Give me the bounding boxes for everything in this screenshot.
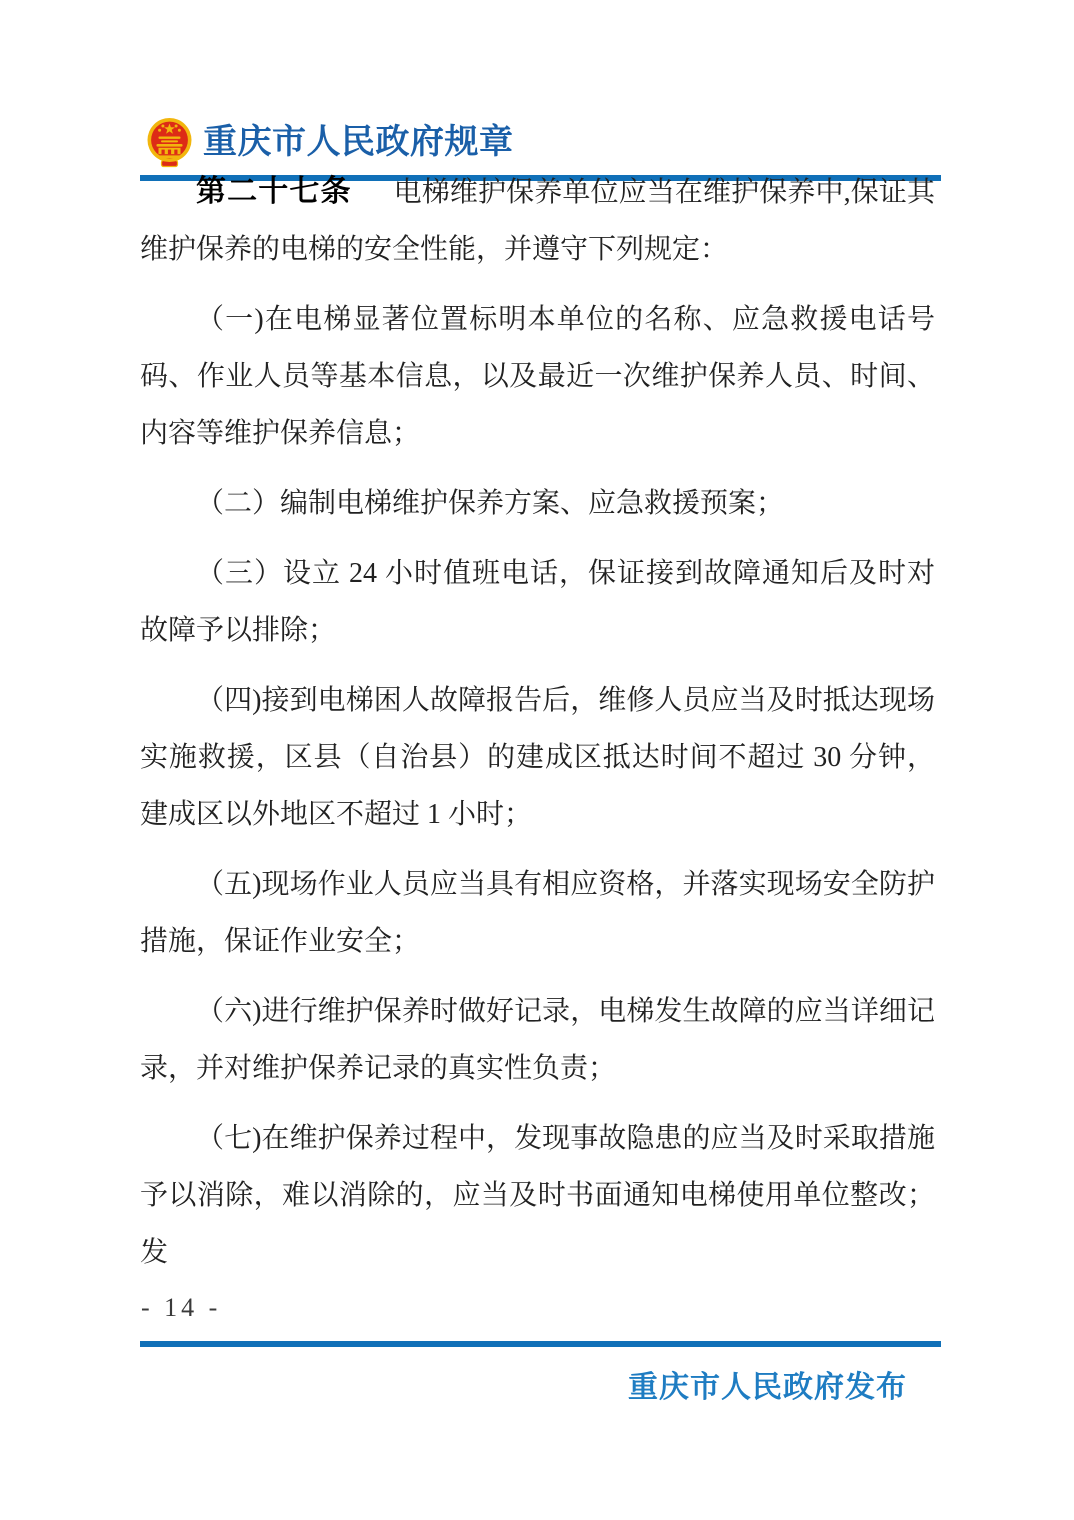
article-item-1: （一)在电梯显著位置标明本单位的名称、应急救援电话号码、作业人员等基本信息，以及最近一次维护保养人员、时间、内容等维护保养信息； [140,304,935,449]
article-item-6: （六)进行维护保养时做好记录，电梯发生故障的应当详细记录，并对维护保养记录的真实性负责； [140,996,935,1084]
article-item-4: （四)接到电梯困人故障报告后，维修人员应当及时抵达现场实施救援，区县（自治县）的建成区抵达时间不超过 30 分钟，建成区以外地区不超过 1 小时； [140,685,935,830]
publisher-label: 重庆市人民政府发布 [628,1371,907,1404]
article-item-7: （七)在维护保养过程中，发现事故隐患的应当及时采取措施予以消除，难以消除的，应当及时书面通知电梯使用单位整改；发 [140,1123,935,1268]
footer-rule [140,1341,941,1347]
article-item-3: （三）设立 24 小时值班电话，保证接到故障通知后及时对故障予以排除； [140,558,935,646]
article-number: 第二十七条 [196,175,352,208]
page-number: - 14 - [141,1293,222,1322]
header-title: 重庆市人民政府规章 [203,123,514,161]
national-emblem-icon [146,116,193,168]
article-item-2: （二）编制电梯维护保养方案、应急救援预案； [196,488,785,519]
article-intro-text: 电梯维护保养单位应当在维护保养中,保证其维护保养的电梯的安全性能，并遵守下列规定： [140,177,935,265]
article-item-5: （五)现场作业人员应当具有相应资格，并落实现场安全防护措施，保证作业安全； [140,869,935,957]
article-opening-paragraph [140,163,935,278]
article-body [140,163,935,1294]
page-header [146,116,514,168]
